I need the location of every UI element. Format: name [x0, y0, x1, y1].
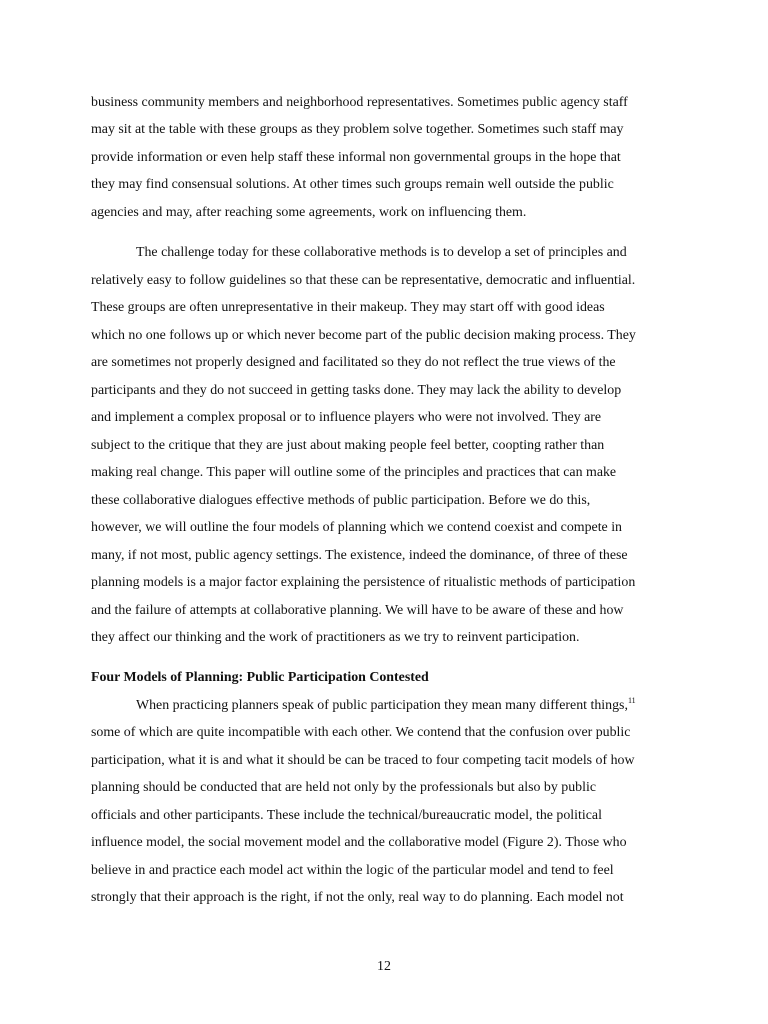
paragraph-2-line-2: relatively easy to follow guidelines so that these can be representative, democratic and influential.: [91, 273, 636, 288]
paragraph-2-line-11: however, we will outline the four models of planning which we contend coexist and compete in: [91, 520, 623, 535]
paragraph-1-line-4: they may find consensual solutions. At other times such groups remain well outside the public: [91, 177, 614, 192]
paragraph-2-line-3: These groups are often unrepresentative in their makeup. They may start off with good ideas: [91, 300, 605, 315]
paragraph-1-line-1: business community members and neighborhood representatives. Sometimes public agency staff: [91, 95, 628, 110]
paragraph-3-line-2: some of which are quite incompatible with each other. We contend that the confusion over public: [91, 725, 631, 740]
paragraph-1-line-5: agencies and may, after reaching some agreements, work on influencing them.: [91, 205, 527, 220]
paragraph-3-line-8: strongly that their approach is the right, if not the only, real way to do planning. Each model not: [91, 890, 624, 905]
paragraph-2-line-8: subject to the critique that they are just about making people feel better, coopting rather than: [91, 438, 605, 453]
paragraph-2-line-10: these collaborative dialogues effective methods of public participation. Before we do this,: [91, 493, 591, 508]
paragraph-3-line-5: officials and other participants. These include the technical/bureaucratic model, the political: [91, 808, 602, 823]
paragraph-2-line-1: The challenge today for these collaborative methods is to develop a set of principles and: [136, 245, 627, 260]
paragraph-2-line-12: many, if not most, public agency settings. The existence, indeed the dominance, of three of these: [91, 548, 628, 563]
paragraph-2-line-7: and implement a complex proposal or to influence players who were not involved. They are: [91, 410, 602, 425]
footnote-reference: 11: [627, 696, 636, 705]
paragraph-3-line-4: planning should be conducted that are held not only by the professionals but also by public: [91, 780, 596, 795]
paragraph-2-line-14: and the failure of attempts at collaborative planning. We will have to be aware of these and how: [91, 603, 624, 618]
paragraph-2-line-9: making real change. This paper will outline some of the principles and practices that can make: [91, 465, 617, 480]
paragraph-3-line-3: participation, what it is and what it should be can be traced to four competing tacit models of how: [91, 753, 635, 768]
paragraph-3-line-1: [136, 698, 636, 714]
paragraph-3-line-7: believe in and practice each model act within the logic of the particular model and tend to feel: [91, 863, 614, 878]
paragraph-2-line-15: they affect our thinking and the work of practitioners as we try to reinvent participation.: [91, 630, 580, 645]
paragraph-1-line-3: provide information or even help staff these informal non governmental groups in the hope that: [91, 150, 621, 165]
paragraph-2-line-5: are sometimes not properly designed and facilitated so they do not reflect the true views of the: [91, 355, 616, 370]
paragraph-1-line-2: may sit at the table with these groups as they problem solve together. Sometimes such staff may: [91, 122, 624, 137]
paragraph-3-line-6: influence model, the social movement model and the collaborative model (Figure 2). Those who: [91, 835, 627, 850]
paragraph-2-line-6: participants and they do not succeed in getting tasks done. They may lack the ability to develop: [91, 383, 622, 398]
section-heading: Four Models of Planning: Public Participation Contested: [91, 670, 429, 685]
paragraph-3-line-1-text: When practicing planners speak of public participation they mean many different things,: [136, 698, 628, 713]
paragraph-2-line-4: which no one follows up or which never become part of the public decision making process. They: [91, 328, 636, 343]
page-number: 12: [377, 959, 391, 974]
paragraph-2-line-13: planning models is a major factor explaining the persistence of ritualistic methods of participation: [91, 575, 636, 590]
